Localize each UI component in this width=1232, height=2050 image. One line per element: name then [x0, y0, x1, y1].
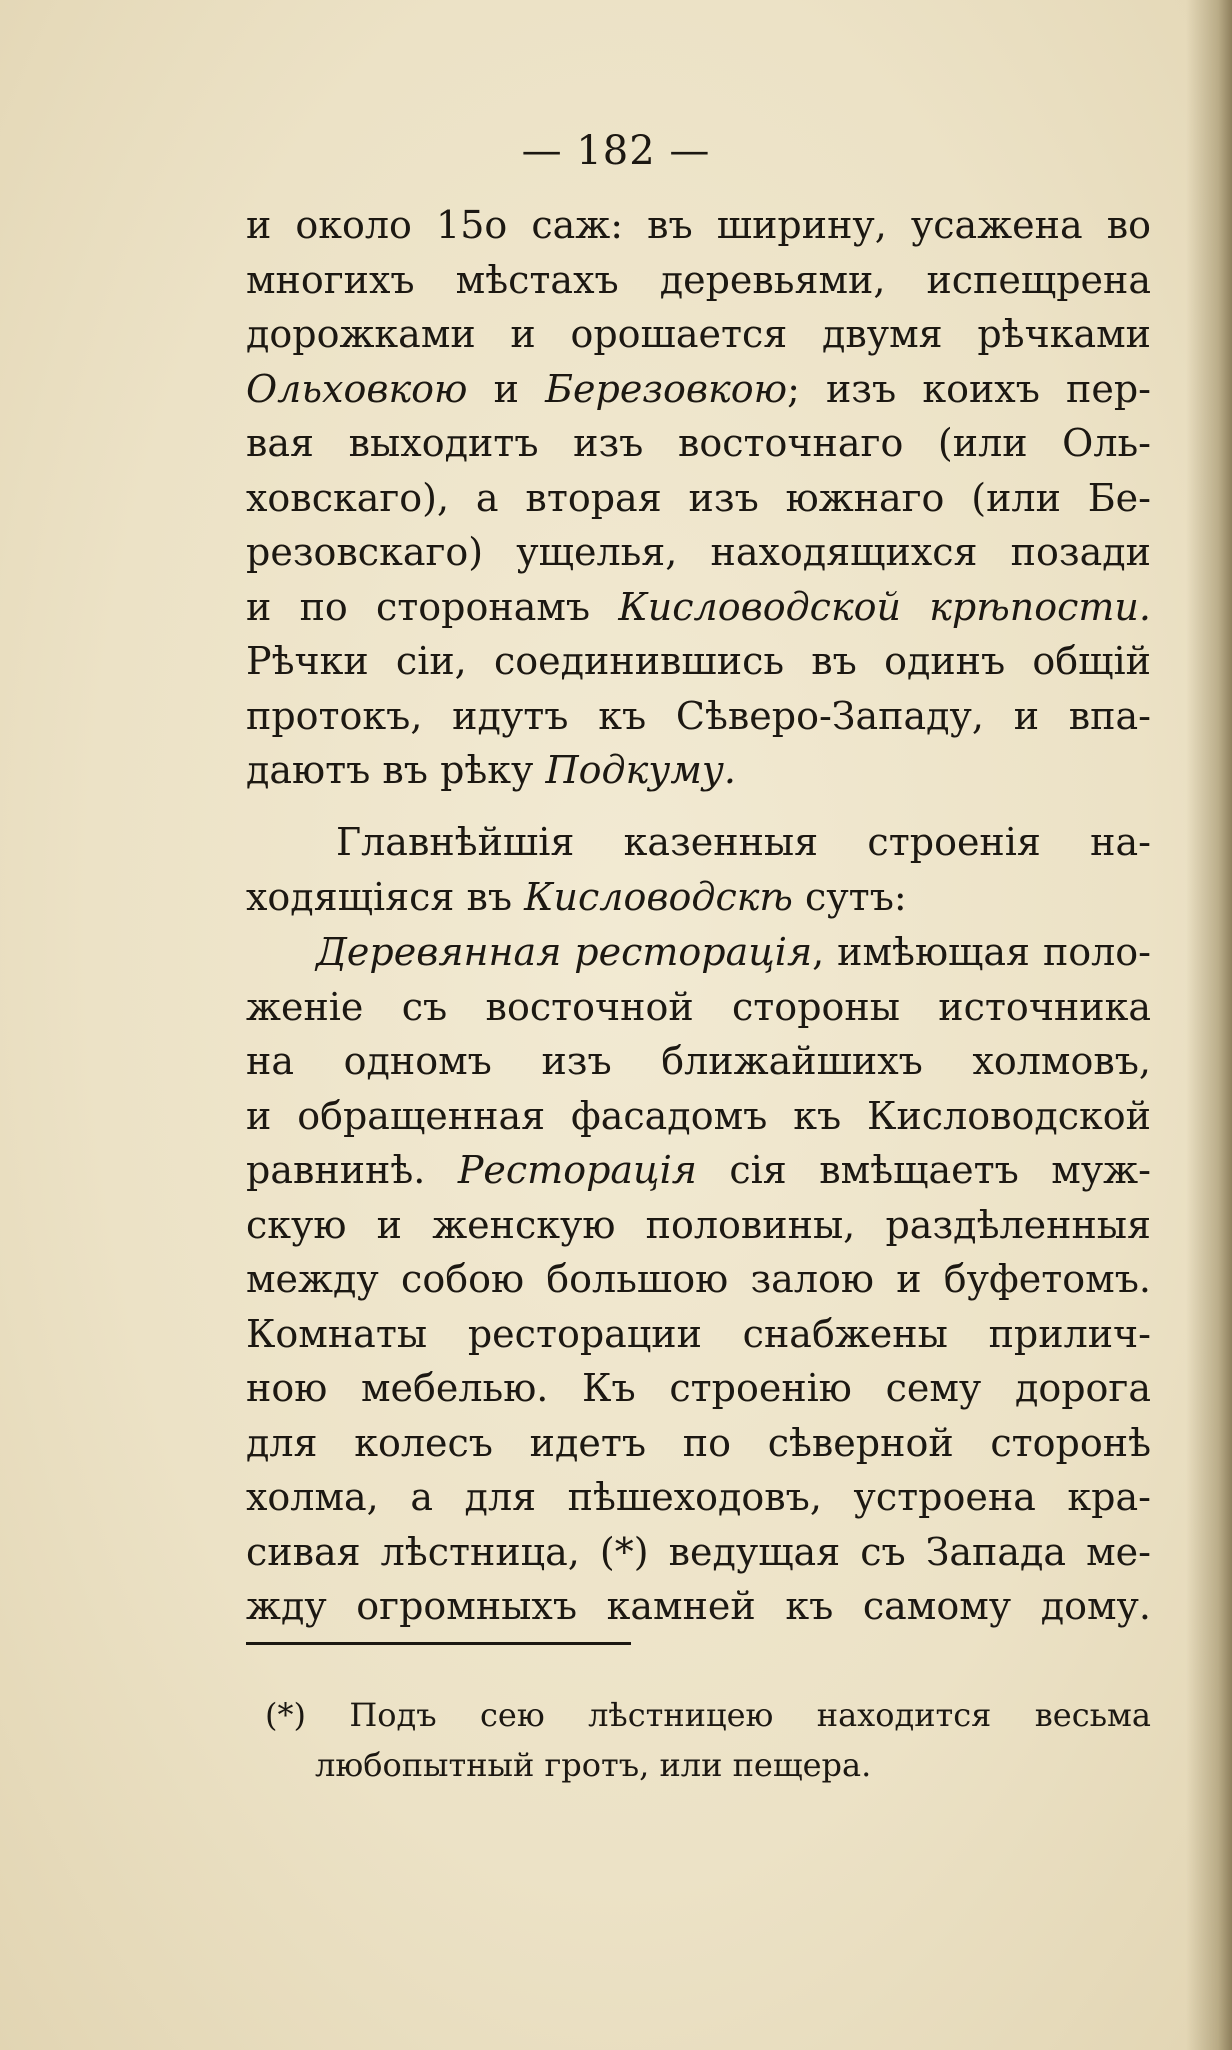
- italic-text: Деревянная ресторація: [316, 930, 813, 974]
- page-number: — 182 —: [521, 128, 711, 174]
- text-segment: жду огромныхъ камней къ самому дому.: [246, 1584, 1151, 1628]
- text-segment: Комнаты ресторации снабжены прилич-: [246, 1311, 1151, 1356]
- text-line: [246, 1525, 1151, 1580]
- text-segment: многихъ мѣстахъ деревьями, испещрена: [246, 257, 1151, 302]
- text-line: [246, 1143, 1151, 1198]
- text-line: [246, 1307, 1151, 1362]
- text-segment: и около 15о саж: въ ширину, усажена во: [246, 203, 1151, 247]
- text-line: [246, 1089, 1151, 1144]
- text-segment: и по сторонамъ: [246, 584, 619, 629]
- text-line: [246, 1470, 1151, 1525]
- text-line: [246, 253, 1151, 308]
- text-segment: на одномъ изъ ближайшихъ холмовъ,: [246, 1039, 1151, 1083]
- italic-text: Березовкою: [545, 366, 788, 411]
- text-line: [246, 307, 1151, 362]
- text-segment: вая выходитъ изъ восточнаго (или Оль-: [246, 421, 1151, 465]
- text-segment: скую и женскую половины, раздѣленныя: [246, 1202, 1151, 1247]
- text-segment: протокъ, идутъ къ Сѣверо-Западу, и впа-: [246, 693, 1151, 738]
- text-segment: ; изъ коихъ пер-: [787, 366, 1151, 411]
- text-segment: дорожками и орошается двумя рѣчками: [246, 312, 1151, 356]
- text-segment: между собою большою залою и буфетомъ.: [246, 1257, 1151, 1301]
- text-segment: сія вмѣщаетъ муж-: [696, 1148, 1151, 1192]
- text-line: [246, 925, 1151, 980]
- text-segment: сивая лѣстница, (*) ведущая съ Запада ме-: [246, 1529, 1151, 1574]
- text-line: [246, 525, 1151, 580]
- footnote-divider: [246, 1642, 631, 1645]
- text-segment: ходящіяся въ: [246, 874, 525, 919]
- text-segment: резовскаго) ущелья, находящихся позади: [246, 530, 1151, 574]
- footnote-line-1: (*) Подъ сею лѣстницею находится весьма: [265, 1696, 1151, 1734]
- text-line: [246, 198, 1151, 253]
- paragraph-3: [246, 925, 1151, 1634]
- text-line: [246, 1416, 1151, 1471]
- text-line: [246, 362, 1151, 417]
- italic-text: Ресторація: [457, 1148, 697, 1192]
- text-line: [246, 743, 1151, 798]
- italic-text: Кисловодской крѣпости.: [618, 584, 1151, 629]
- text-line: [246, 689, 1151, 744]
- text-line: [246, 1034, 1151, 1089]
- text-line: [246, 1252, 1151, 1307]
- text-segment: сутъ:: [792, 874, 907, 919]
- paragraph-2: [246, 815, 1151, 924]
- text-segment: Главнѣйшія казенныя строенія на-: [336, 820, 1151, 864]
- footnote-line-2: любопытный гротъ, или пещера.: [315, 1746, 872, 1784]
- text-line: [246, 870, 1151, 925]
- text-segment: женіе съ восточной стороны источника: [246, 984, 1151, 1029]
- text-line: [246, 815, 1151, 870]
- text-line: [246, 580, 1151, 635]
- text-segment: для колесъ идетъ по сѣверной сторонѣ: [246, 1420, 1151, 1465]
- page-gutter-shadow: [1186, 0, 1232, 2050]
- text-segment: холма, а для пѣшеходовъ, устроена кра-: [246, 1475, 1151, 1519]
- italic-text: Кисловодскѣ: [524, 874, 793, 919]
- text-segment: даютъ въ рѣку: [246, 748, 546, 792]
- footnote: [265, 1690, 1151, 1790]
- text-segment: ховскаго), а вторая изъ южнаго (или Бе-: [246, 475, 1151, 520]
- text-line: [246, 416, 1151, 471]
- text-line: [246, 471, 1151, 526]
- text-line: [246, 1579, 1151, 1634]
- text-segment: , имѣющая поло-: [812, 930, 1152, 974]
- italic-text: Подкуму.: [545, 748, 736, 792]
- text-line: [246, 980, 1151, 1035]
- text-segment: Рѣчки сіи, соединившись въ одинъ общій: [246, 639, 1151, 683]
- text-line: [246, 1361, 1151, 1416]
- text-segment: равнинѣ.: [246, 1148, 458, 1192]
- text-line: [246, 1198, 1151, 1253]
- text-segment: и: [467, 366, 546, 411]
- text-line: [246, 634, 1151, 689]
- paragraph-1: [246, 198, 1151, 798]
- text-segment: и обращенная фасадомъ къ Кисловодской: [246, 1093, 1151, 1138]
- italic-text: Ольховкою: [246, 366, 468, 411]
- text-segment: ною мебелью. Къ строенію сему дорога: [246, 1366, 1151, 1410]
